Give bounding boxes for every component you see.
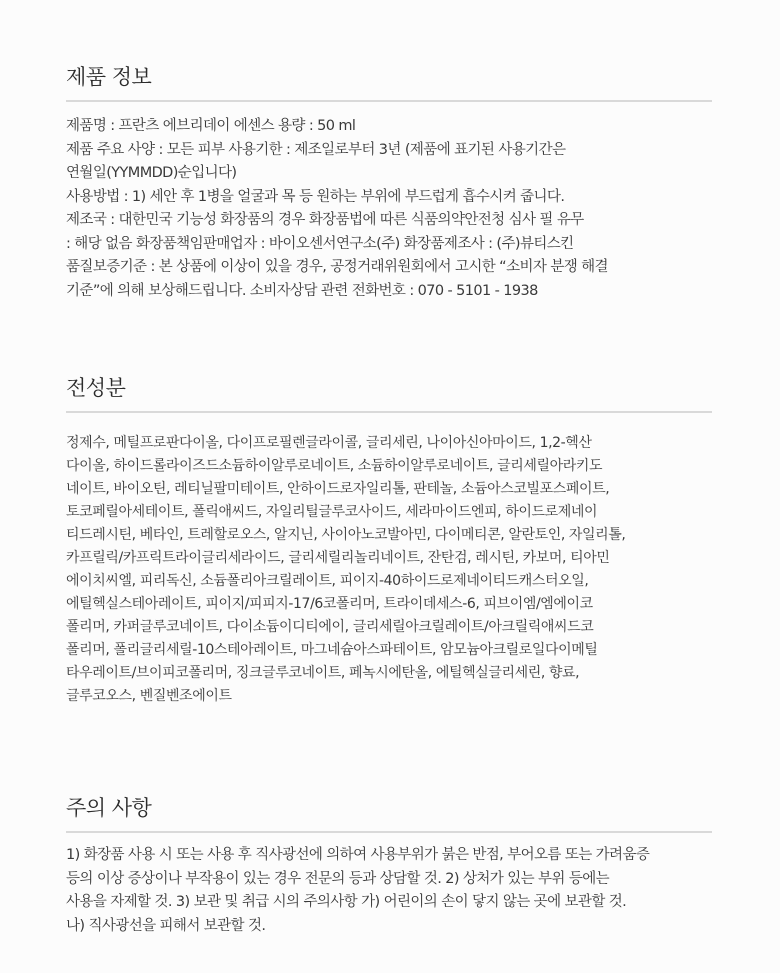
- product-info-line: 제품명 : 프란츠 에브리데이 에센스 용량 : 50 ml: [66, 118, 356, 134]
- ingredients-divider: [66, 411, 712, 413]
- product-info-divider: [66, 100, 712, 102]
- product-info-line: 품질보증기준 : 본 상품에 이상이 있을 경우, 공정거래위원회에서 고시한 “소비자 분쟁 해결: [66, 259, 608, 275]
- ingredients-line: 타우레이트/브이피코폴리머, 징크글루코네이트, 페녹시에탄올, 에틸헥실글리세린, 향료,: [66, 665, 580, 681]
- ingredients-line: 폴리머, 폴리글리세릴-10스테아레이트, 마그네슘아스파테이트, 암모늄아크릴로일다이메틸: [66, 642, 598, 658]
- ingredients-text: [66, 432, 766, 708]
- product-info-line: : 해당 없음 화장품책임판매업자 : 바이오센서연구소(주) 화장품제조사 : (주)뷰티스킨: [66, 235, 574, 252]
- product-info-line: 제조국 : 대한민국 기능성 화장품의 경우 화장품법에 따른 식품의약안전청 심사 필 유무: [66, 212, 584, 228]
- ingredients-title: 전성분: [66, 376, 126, 400]
- product-info-text: [66, 115, 766, 303]
- product-info-line: 제품 주요 사양 : 모든 피부 사용기한 : 제조일로부터 3년 (제품에 표기된 사용기간은: [66, 141, 566, 158]
- caution-line: 사용을 자제할 것. 3) 보관 및 취급 시의 주의사항 가) 어린이의 손이 닿지 않는 곳에 보관할 것.: [66, 894, 627, 910]
- ingredients-line: 다이올, 하이드롤라이즈드소듐하이알루로네이트, 소듐하이알루로네이트, 글리세릴아라키도: [66, 458, 603, 474]
- caution-line: 등의 이상 증상이나 부작용이 있는 경우 전문의 등과 상담할 것. 2) 상처가 있는 부위 등에는: [66, 870, 610, 887]
- caution-divider: [66, 831, 712, 833]
- ingredients-line: 에이치씨엘, 피리독신, 소듐폴리아크릴레이트, 피이지-40하이드로제네이티드캐스터오일,: [66, 573, 589, 589]
- ingredients-line: 글루코오스, 벤질벤조에이트: [66, 688, 232, 704]
- product-info-line: 사용방법 : 1) 세안 후 1병을 얼굴과 목 등 원하는 부위에 부드럽게 흡수시켜 줍니다.: [66, 188, 565, 205]
- caution-line: 나) 직사광선을 피해서 보관할 것.: [66, 917, 266, 934]
- ingredients-section: [66, 373, 712, 704]
- caution-text: [66, 844, 766, 938]
- ingredients-line: 티드레시틴, 베타인, 트레할로오스, 알지닌, 사이아노코발아민, 다이메티콘, 알란토인, 자일리톨,: [66, 527, 626, 543]
- caution-line: 1) 화장품 사용 시 또는 사용 후 직사광선에 의하여 사용부위가 붉은 반점, 부어오름 또는 가려움증: [66, 847, 650, 863]
- ingredients-line: 폴리머, 카퍼글루코네이트, 다이소듐이디티에이, 글리세릴아크릴레이트/아크릴릭애씨드코: [66, 619, 594, 635]
- ingredients-line: 네이트, 바이오틴, 레티닐팔미테이트, 안하이드로자일리톨, 판테놀, 소듐아스코빌포스페이트,: [66, 481, 610, 497]
- ingredients-line: 에틸헥실스테아레이트, 피이지/피피지-17/6코폴리머, 트라이데세스-6, 피브이엠/엠에이코: [66, 596, 593, 612]
- caution-section: [66, 793, 712, 934]
- product-info-title: 제품 정보: [66, 65, 152, 89]
- caution-title: 주의 사항: [66, 796, 152, 820]
- ingredients-line: 카프릴릭/카프릭트라이글리세라이드, 글리세릴리놀리네이트, 잔탄검, 레시틴, 카보머, 티아민: [66, 550, 610, 566]
- product-info-section: [66, 62, 712, 299]
- product-info-line: 연월일(YYMMDD)순입니다): [66, 165, 237, 181]
- product-info-line: 기준”에 의해 보상해드립니다. 소비자상담 관련 전화번호 : 070 - 5101 - 1938: [66, 282, 538, 299]
- ingredients-line: 토코페릴아세테이트, 폴릭애씨드, 자일리틸글루코사이드, 세라마이드엔피, 하이드로제네이: [66, 504, 598, 520]
- ingredients-line: 정제수, 메틸프로판다이올, 다이프로필렌글라이콜, 글리세린, 나이아신아마이드, 1,2-헥산: [66, 435, 592, 451]
